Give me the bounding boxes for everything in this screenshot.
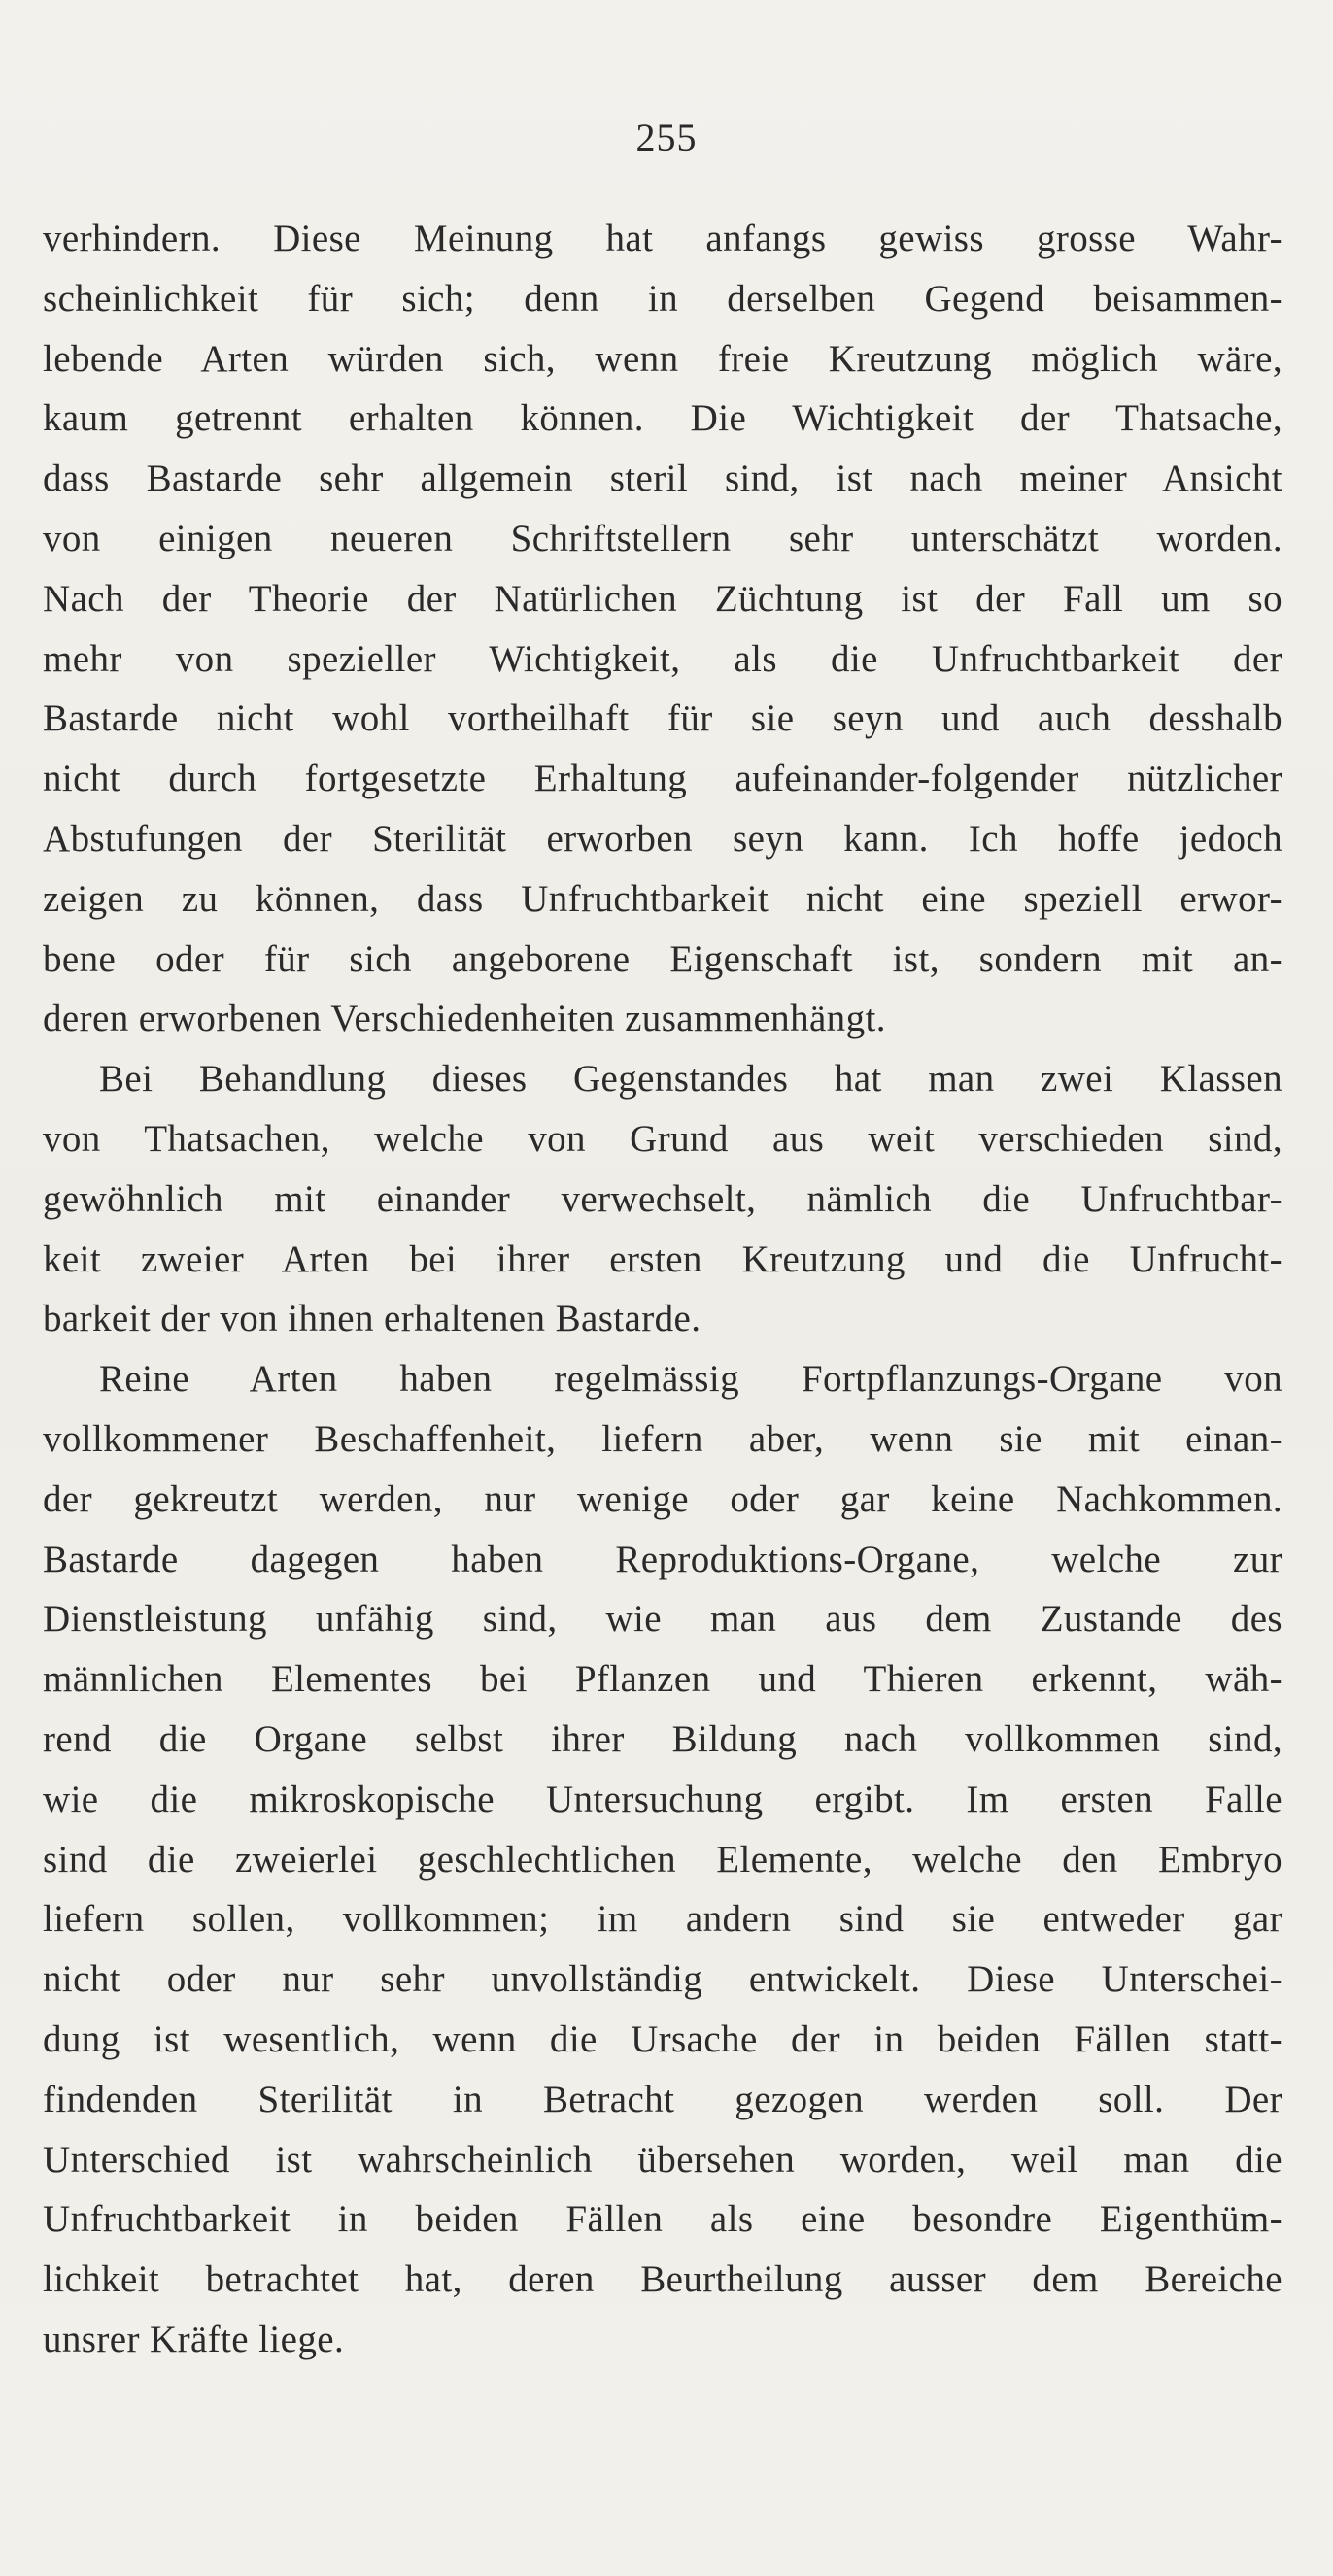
text-line: wie die mikroskopische Untersuchung ergibt. Im ersten Falle [43, 1778, 1282, 1820]
text-line: dung ist wesentlich, wenn die Ursache der in beiden Fällen statt- [43, 2017, 1282, 2060]
text-line: Dienstleistung unfähig sind, wie man aus dem Zustande des [43, 1598, 1282, 1641]
text-line: barkeit der von ihnen erhaltenen Bastarde. [43, 1298, 701, 1340]
text-line: Unterschied ist wahrscheinlich übersehen worden, weil man die [43, 2138, 1282, 2181]
text-line: lichkeit betrachtet hat, deren Beurtheilung ausser dem Bereiche [43, 2258, 1282, 2301]
text-line: bene oder für sich angeborene Eigenschaft ist, sondern mit an- [43, 937, 1282, 980]
text-line: von Thatsachen, welche von Grund aus weit verschieden sind, [43, 1117, 1282, 1160]
text-line: von einigen neueren Schriftstellern sehr unterschätzt worden. [43, 517, 1282, 559]
text-line: scheinlichkeit für sich; denn in derselben Gegend beisammen- [43, 277, 1282, 320]
text-line: kaum getrennt erhalten können. Die Wichtigkeit der Thatsache, [43, 397, 1282, 440]
text-body [43, 209, 1282, 2370]
text-line: verhindern. Diese Meinung hat anfangs gewiss grosse Wahr- [43, 218, 1282, 259]
text-line: Nach der Theorie der Natürlichen Züchtung ist der Fall um so [43, 577, 1282, 620]
text-line: vollkommener Beschaffenheit, liefern aber, wenn sie mit einan- [43, 1417, 1282, 1460]
text-line: unsrer Kräfte liege. [43, 2318, 345, 2360]
text-line: Bei Behandlung dieses Gegenstandes hat man zwei Klassen [99, 1058, 1282, 1101]
text-line: nicht durch fortgesetzte Erhaltung aufeinander-folgender nützlicher [43, 758, 1282, 800]
text-line: findenden Sterilität in Betracht gezogen werden soll. Der [43, 2078, 1282, 2120]
paragraph-2 [43, 1049, 1282, 1349]
text-line: deren erworbenen Verschiedenheiten zusammenhängt. [43, 998, 886, 1040]
text-line: Reine Arten haben regelmässig Fortpflanzungs-Organe von [99, 1358, 1282, 1401]
text-line: Unfruchtbarkeit in beiden Fällen als eine besondre Eigenthüm- [43, 2198, 1282, 2241]
text-line: keit zweier Arten bei ihrer ersten Kreutzung und die Unfrucht- [43, 1237, 1282, 1280]
text-line: mehr von spezieller Wichtigkeit, als die Unfruchtbarkeit der [43, 637, 1282, 680]
text-line: gewöhnlich mit einander verwechselt, nämlich die Unfruchtbar- [43, 1177, 1282, 1220]
paragraph-1 [43, 209, 1282, 1049]
text-line: sind die zweierlei geschlechtlichen Elemente, welche den Embryo [43, 1838, 1282, 1881]
paragraph-3 [43, 1349, 1282, 2370]
text-line: lebende Arten würden sich, wenn freie Kreutzung möglich wäre, [43, 337, 1282, 380]
text-line: männlichen Elementes bei Pflanzen und Thieren erkennt, wäh- [43, 1658, 1282, 1701]
page-number: 255 [635, 116, 698, 159]
text-line: rend die Organe selbst ihrer Bildung nach vollkommen sind, [43, 1717, 1282, 1760]
text-line: Abstufungen der Sterilität erworben seyn kann. Ich hoffe jedoch [43, 817, 1282, 860]
text-line: Bastarde nicht wohl vortheilhaft für sie seyn und auch desshalb [43, 697, 1282, 740]
text-line: Bastarde dagegen haben Reproduktions-Organe, welche zur [43, 1538, 1282, 1580]
text-line: dass Bastarde sehr allgemein steril sind, ist nach meiner Ansicht [43, 458, 1282, 500]
text-line: nicht oder nur sehr unvollständig entwickelt. Diese Unterschei- [43, 1958, 1282, 2001]
text-line: der gekreutzt werden, nur wenige oder gar keine Nachkommen. [43, 1477, 1282, 1520]
text-line: zeigen zu können, dass Unfruchtbarkeit nicht eine speziell erwor- [43, 877, 1282, 920]
text-line: liefern sollen, vollkommen; im andern sind sie entweder gar [43, 1898, 1282, 1941]
